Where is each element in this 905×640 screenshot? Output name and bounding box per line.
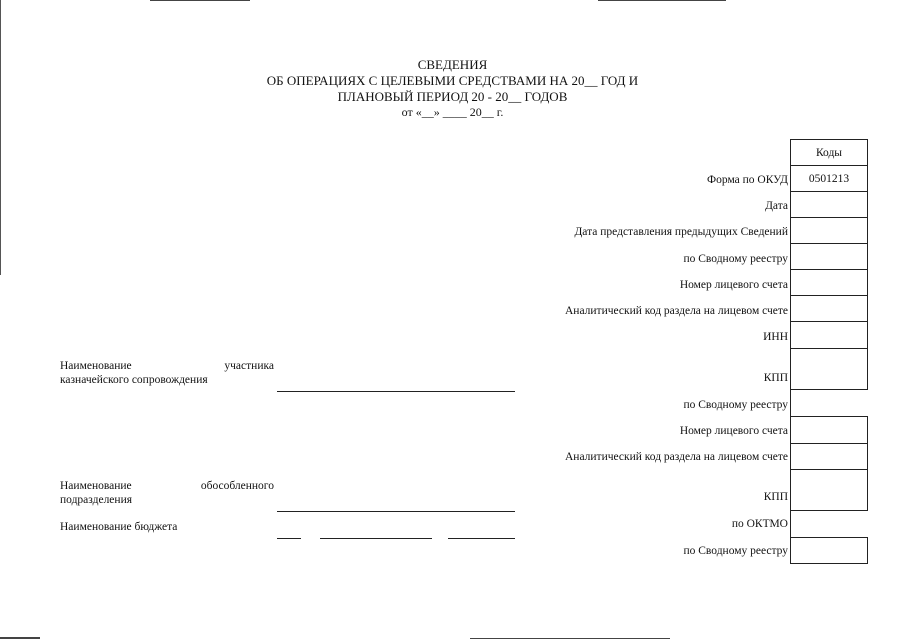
account-cell-2 <box>790 416 868 444</box>
analytic-cell-1 <box>790 295 868 322</box>
participant-label-line1: Наименование участника <box>60 360 274 372</box>
registry-cell-2-border <box>790 389 791 417</box>
form-subtitle: ОБ ОПЕРАЦИЯХ С ЦЕЛЕВЫМИ СРЕДСТВАМИ НА 20__ ГОД И <box>266 73 639 88</box>
registry-cell-3 <box>790 537 868 564</box>
date-cell <box>790 191 868 218</box>
codes-header: Коды <box>790 139 868 166</box>
account-label-1: Номер лицевого счета <box>679 279 788 291</box>
registry-cell-1 <box>790 243 868 270</box>
oktmo-label: по ОКТМО <box>731 518 788 530</box>
kpp-cell-2 <box>790 469 868 511</box>
okud-code-cell: 0501213 <box>790 165 868 192</box>
participant-name-line <box>277 391 515 392</box>
analytic-label-1: Аналитический код раздела на лицевом счете <box>564 305 788 317</box>
registry-label-1: по Сводному реестру <box>683 253 788 265</box>
inn-label: ИНН <box>763 331 788 343</box>
kpp-label-2: КПП <box>763 491 788 503</box>
form-period: ПЛАНОВЫЙ ПЕРИОД 20 - 20__ ГОДОВ <box>337 89 568 104</box>
budget-name-line-3 <box>448 538 515 539</box>
inn-cell <box>790 321 868 349</box>
oktmo-cell-border <box>790 510 791 538</box>
scan-artifact <box>0 637 40 639</box>
prev-date-label: Дата представления предыдущих Сведений <box>574 226 788 238</box>
subdivision-name-line <box>277 511 515 512</box>
subdivision-label-line2: подразделения <box>60 494 133 506</box>
form-date: от «__» ____ 20__ г. <box>401 105 504 119</box>
account-label-2: Номер лицевого счета <box>679 425 788 437</box>
analytic-label-2: Аналитический код раздела на лицевом счете <box>564 451 788 463</box>
registry-label-3: по Сводному реестру <box>683 545 788 557</box>
kpp-cell-1 <box>790 348 868 390</box>
prev-date-cell <box>790 217 868 244</box>
form-title: СВЕДЕНИЯ <box>417 57 488 72</box>
subdivision-label-line1: Наименование обособленного <box>60 480 274 492</box>
budget-name-line-1 <box>277 538 301 539</box>
scan-artifact <box>598 0 726 1</box>
analytic-cell-2 <box>790 443 868 470</box>
registry-label-2: по Сводному реестру <box>683 399 788 411</box>
scan-artifact <box>150 0 250 1</box>
account-cell-1 <box>790 269 868 296</box>
budget-label: Наименование бюджета <box>60 521 178 533</box>
participant-label-line2: казначейского сопровождения <box>60 374 208 386</box>
okud-label: Форма по ОКУД <box>707 174 788 186</box>
scan-artifact <box>0 0 1 275</box>
kpp-label-1: КПП <box>763 372 788 384</box>
scan-artifact <box>470 638 670 639</box>
budget-name-line-2 <box>320 538 432 539</box>
date-label: Дата <box>765 200 788 212</box>
